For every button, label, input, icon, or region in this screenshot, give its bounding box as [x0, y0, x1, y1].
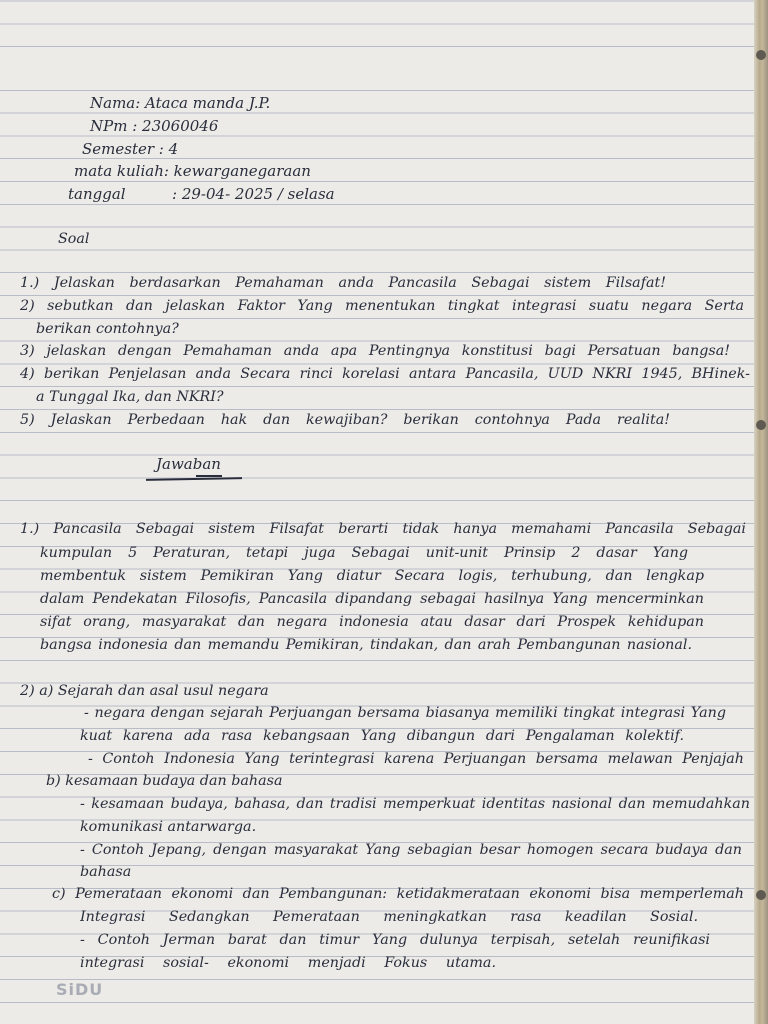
soal-title: Soal [58, 231, 90, 247]
answer-subheading: b) kesamaan budaya dan bahasa [46, 773, 283, 789]
answer-line: 1.) Pancasila Sebagai sistem Filsafat berarti tidak hanya memahami Pancasila Sebagai [20, 521, 746, 537]
title-underline [146, 477, 242, 481]
question-line: 5) Jelaskan Perbedaan hak dan kewajiban? berikan contohnya Pada realita! [20, 412, 670, 428]
student-npm: NPm : 23060046 [90, 117, 219, 135]
notebook-brand-logo: SiDU [56, 980, 104, 999]
answer-line: dalam Pendekatan Filosofis, Pancasila dipandang sebagai hasilnya Yang mencerminkan [40, 591, 704, 607]
semester: Semester : 4 [82, 140, 179, 158]
question-line: berikan contohnya? [36, 321, 179, 337]
question-line: a Tunggal Ika, dan NKRI? [36, 389, 224, 405]
title-underline-mark [196, 475, 222, 477]
answer-line: - negara dengan sejarah Perjuangan bersama biasanya memiliki tingkat integrasi Yang [84, 705, 726, 721]
answer-line: kumpulan 5 Peraturan, tetapi juga Sebagai unit-unit Prinsip 2 dasar Yang [40, 545, 688, 561]
answer-line: - Contoh Jepang, dengan masyarakat Yang sebagian besar homogen secara budaya dan [80, 842, 742, 858]
question-line: 4) berikan Penjelasan anda Secara rinci korelasi antara Pancasila, UUD NKRI 1945, BHinek- [20, 366, 750, 382]
answer-line: integrasi sosial- ekonomi menjadi Fokus utama. [80, 955, 496, 971]
date-value: : 29-04- 2025 / selasa [172, 185, 335, 203]
answer-line: - Contoh Jerman barat dan timur Yang dulunya terpisah, setelah reunifikasi [80, 932, 710, 948]
answer-subheading: 2) a) Sejarah dan asal usul negara [20, 683, 269, 699]
date-label: tanggal [68, 185, 126, 203]
answer-line: sifat orang, masyarakat dan negara indonesia atau dasar dari Prospek kehidupan [40, 614, 704, 630]
answer-line: komunikasi antarwarga. [80, 819, 257, 835]
jawaban-title: Jawaban [156, 455, 221, 473]
answer-line: bangsa indonesia dan memandu Pemikiran, tindakan, dan arah Pembangunan nasional. [40, 637, 692, 653]
answer-line: bahasa [80, 864, 132, 880]
answer-line: Integrasi Sedangkan Pemerataan meningkatkan rasa keadilan Sosial. [80, 909, 698, 925]
question-line: 2) sebutkan dan jelaskan Faktor Yang menentukan tingkat integrasi suatu negara Serta [20, 298, 744, 314]
course-name: mata kuliah: kewarganegaraan [74, 162, 311, 180]
answer-line: - Contoh Indonesia Yang terintegrasi karena Perjuangan bersama melawan Penjajah [88, 751, 744, 767]
question-line: 3) jelaskan dengan Pemahaman anda apa Pentingnya konstitusi bagi Persatuan bangsa! [20, 343, 730, 359]
answer-subheading: c) Pemerataan ekonomi dan Pembangunan: ketidakmerataan ekonomi bisa memperlemah [52, 886, 744, 902]
binding-hole [756, 420, 766, 430]
student-name: Nama: Ataca manda J.P. [90, 94, 271, 112]
answer-line: kuat karena ada rasa kebangsaan Yang dibangun dari Pengalaman kolektif. [80, 728, 684, 744]
question-line: 1.) Jelaskan berdasarkan Pemahaman anda Pancasila Sebagai sistem Filsafat! [20, 275, 666, 291]
answer-line: - kesamaan budaya, bahasa, dan tradisi memperkuat identitas nasional dan memudahkan [80, 796, 750, 812]
binding-hole [756, 890, 766, 900]
page-edge [754, 0, 768, 1024]
answer-line: membentuk sistem Pemikiran Yang diatur Secara logis, terhubung, dan lengkap [40, 568, 704, 584]
binding-hole [756, 50, 766, 60]
